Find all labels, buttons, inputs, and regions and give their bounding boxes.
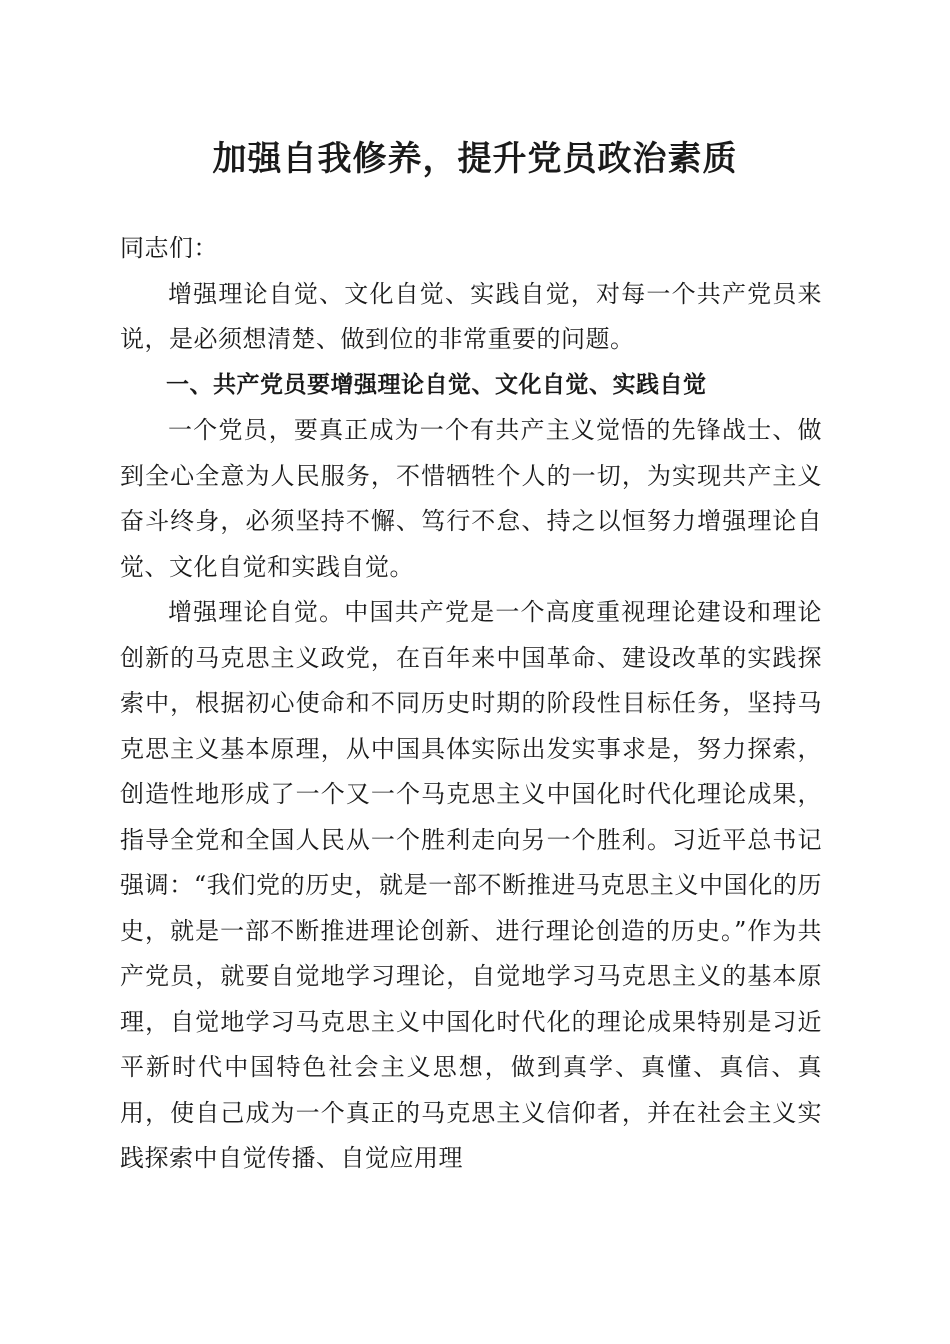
paragraph-1: 一个党员，要真正成为一个有共产主义觉悟的先锋战士、做到全心全意为人民服务，不惜牺牲个人的一切，为实现共产主义奋斗终身，必须坚持不懈、笃行不怠、持之以恒努力增强理论自觉、文化自觉和实践自觉。 <box>120 416 822 581</box>
document-title: 加强自我修养，提升党员政治素质 <box>212 139 738 179</box>
paragraph-2: 增强理论自觉。中国共产党是一个高度重视理论建设和理论创新的马克思主义政党，在百年来中国革命、建设改革的实践探索中，根据初心使命和不同历史时期的阶段性目标任务，坚持马克思主义基本原理，从中国具体实际出发实事求是，努力探索，创造性地形成了一个又一个马克思主义中国化时代化理论成果，指导全党和全国人民从一个胜利走向另一个胜利。习近平总书记强调：“我们党的历史，就是一部不断推进马克思主义中国化的历史，就是一部不断推进理论创新、进行理论创造的历史。”作为共产党员，就要自觉地学习理论，自觉地学习马克思主义的基本原理，自觉地学习马克思主义中国化时代化的理论成果特别是习近平新时代中国特色社会主义思想，做到真学、真懂、真信、真用，使自己成为一个真正的马克思主义信仰者，并在社会主义实践探索中自觉传播、自觉应用理 <box>120 598 822 1172</box>
intro-paragraph: 增强理论自觉、文化自觉、实践自觉，对每一个共产党员来说，是必须想清楚、做到位的非常重要的问题。 <box>120 279 822 353</box>
document-body <box>120 226 822 1182</box>
salutation: 同志们： <box>120 234 218 262</box>
section-heading-1: 一、共产党员要增强理论自觉、文化自觉、实践自觉 <box>166 371 707 398</box>
